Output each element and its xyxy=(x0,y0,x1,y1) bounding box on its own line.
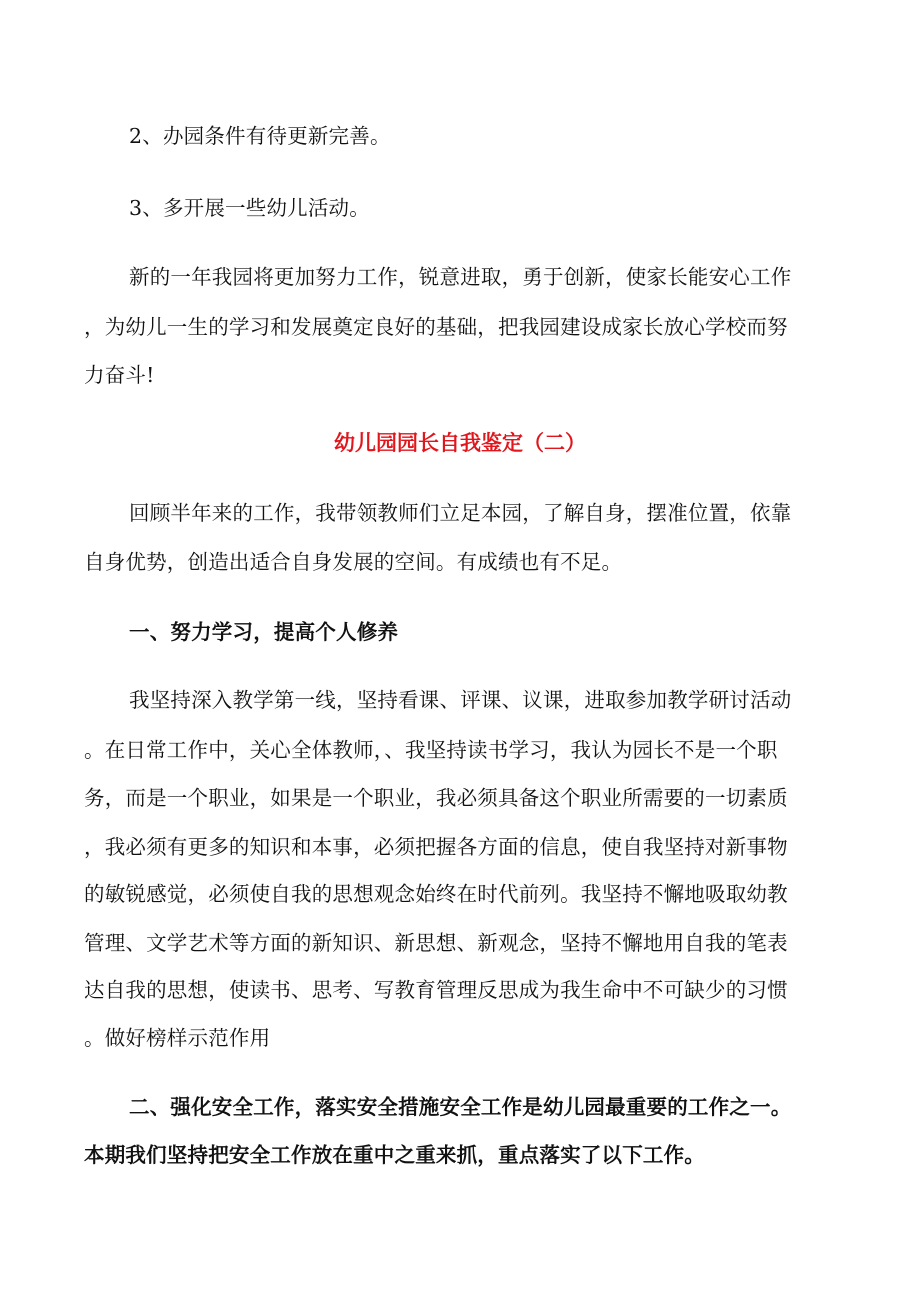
para1-line-3: 务，而是一个职业，如果是一个职业，我必须具备这个职业所需要的一切素质 xyxy=(84,786,788,810)
para1-line-6: 管理、文学艺术等方面的新知识、新思想、新观念，坚持不懈地用自我的笔表 xyxy=(84,931,788,955)
para1-line-5: 的敏锐感觉，必须使自我的思想观念始终在时代前列。我坚持不懈地吸取幼教 xyxy=(84,882,788,906)
para1-line-2: 。在日常工作中，关心全体教师，、我坚持读书学习，我认为园长不是一个职 xyxy=(84,738,778,762)
para1-line-4: ，我必须有更多的知识和本事，必须把握各方面的信息，使自我坚持对新事物 xyxy=(84,835,788,859)
closing-line-3: 力奋斗! xyxy=(84,363,155,387)
heading-2-line-1: 二、强化安全工作，落实安全措施安全工作是幼儿园最重要的工作之一。 xyxy=(129,1095,792,1119)
list-item-3: 3、多开展一些幼儿活动。 xyxy=(129,196,370,220)
intro-line-1: 回顾半年来的工作，我带领教师们立足本园，了解自身，摆准位置，依靠 xyxy=(129,501,792,525)
closing-line-2: ，为幼儿一生的学习和发展奠定良好的基础，把我园建设成家长放心学校而努 xyxy=(84,315,788,339)
heading-2-line-2: 本期我们坚持把安全工作放在重中之重来抓，重点落实了以下工作。 xyxy=(84,1143,705,1167)
closing-line-1: 新的一年我园将更加努力工作，锐意进取，勇于创新，使家长能安心工作 xyxy=(129,265,792,289)
list-item-2: 2、办园条件有待更新完善。 xyxy=(129,124,391,148)
heading-1: 一、努力学习，提高个人修养 xyxy=(129,620,399,644)
para1-line-1: 我坚持深入教学第一线，坚持看课、评课、议课，进取参加教学研讨活动 xyxy=(129,688,792,712)
para1-line-7: 达自我的思想，使读书、思考、写教育管理反思成为我生命中不可缺少的习惯 xyxy=(84,978,788,1002)
section-title: 幼儿园园长自我鉴定（二） xyxy=(334,430,586,455)
intro-line-2: 自身优势，创造出适合自身发展的空间。有成绩也有不足。 xyxy=(84,550,623,574)
para1-line-8: 。做好榜样示范作用 xyxy=(84,1026,271,1050)
